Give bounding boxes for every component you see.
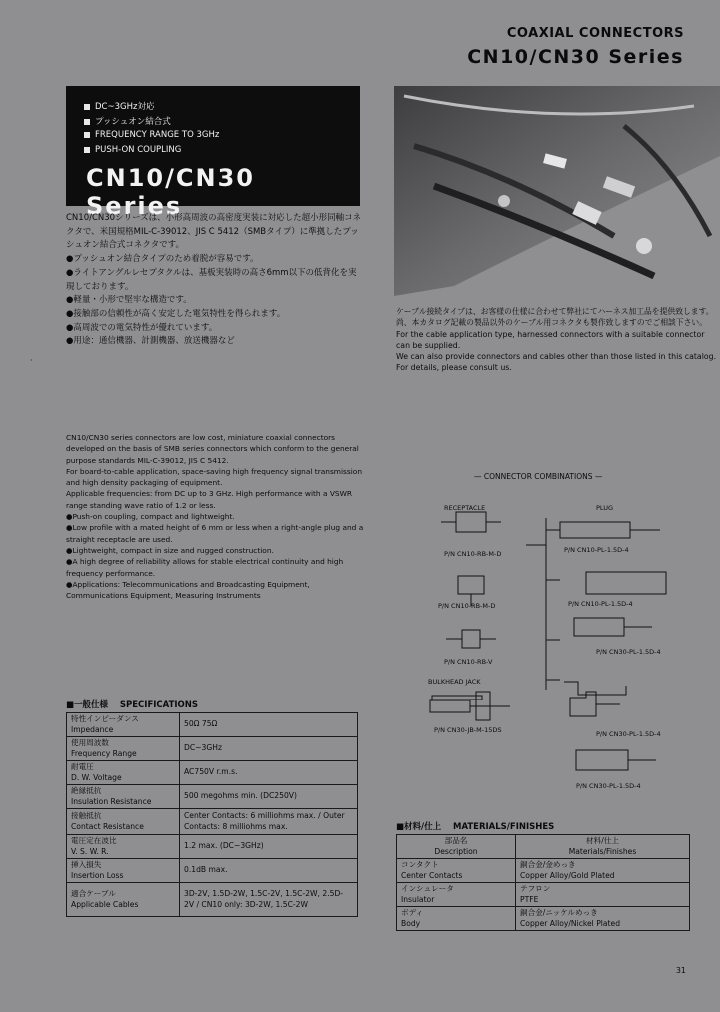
- note-jp: ケーブル接続タイプは、お客様の仕様に合わせて弊社にてハーネス加工品を提供致します。: [396, 307, 714, 316]
- en-bullet: ●A high degree of reliability allows for stable electrical continuity and high frequency performance.: [66, 557, 344, 578]
- plug-part-number: P/N CN10-PL-1.5D-4: [564, 546, 629, 554]
- spec-row: [67, 835, 358, 859]
- bulkhead-heading: BULKHEAD JACK: [428, 678, 481, 686]
- note-en: For the cable application type, harnessed connectors with a suitable connector can be supplied.: [396, 329, 705, 350]
- plug-3-drawing: [574, 618, 624, 636]
- spec-value: 3D-2V, 1.5D-2W, 1.5C-2V, 1.5C-2W, 2.5D-2V / CN10 only: 3D-2W, 1.5C-2W: [180, 883, 358, 917]
- connector-photo: [394, 86, 720, 296]
- spec-label-jp: 電圧定在波比: [71, 836, 117, 845]
- spec-label-jp: 挿入損失: [71, 860, 102, 869]
- part-name-en: Body: [401, 918, 421, 928]
- jp-bullet: ●ライトアングルレセプタクルは、基板実装時の高さ6mm以下の低背化を実現しております。: [66, 267, 357, 292]
- specifications-table: [66, 712, 358, 917]
- bulkhead-part-number: P/N CN30-JB-M-15DS: [434, 726, 502, 734]
- jp-bullet: ●用途：通信機器、計測機器、放送機器など: [66, 336, 235, 347]
- material-en: PTFE: [520, 894, 539, 904]
- combinations-title: — CONNECTOR COMBINATIONS —: [474, 472, 603, 481]
- banner-bullet: FREQUENCY RANGE TO 3GHz: [84, 130, 219, 140]
- jp-bullet: ●接触部の信頼性が高く安定した電気特性を得られます。: [66, 308, 286, 319]
- material-jp: テフロン: [520, 884, 551, 893]
- lower-drawing: [420, 690, 720, 800]
- spec-label-en: V. S. W. R.: [71, 846, 109, 856]
- part-name-en: Insulator: [401, 894, 435, 904]
- spec-label-en: Contact Resistance: [71, 821, 144, 831]
- jp-description: [66, 212, 362, 349]
- spec-row: [67, 737, 358, 761]
- spec-label-jp: 適合ケーブル: [71, 889, 116, 898]
- spec-label-en: Insulation Resistance: [71, 796, 152, 806]
- jp-bullet: ●軽量・小形で堅牢な構造です。: [66, 295, 192, 306]
- receptacle-part-number: P/N CN10-RB-M-D: [444, 550, 502, 558]
- spec-label-jp: 接触抵抗: [71, 811, 102, 820]
- spec-row: [67, 785, 358, 809]
- receptacle-part-number: P/N CN10-RB-M-D: [438, 602, 496, 610]
- spec-label-en: Frequency Range: [71, 748, 137, 758]
- spec-label-en: Impedance: [71, 724, 114, 734]
- en-bullet: ●Applications: Telecommunications and Broadcasting Equipment, Communications Equipment, Measuring Instruments: [66, 579, 310, 601]
- en-paragraph: For board-to-cable application, space-saving high frequency signal transmission and high density packaging of equipment.: [66, 466, 363, 488]
- spec-value: 1.2 max. (DC~3GHz): [180, 835, 358, 859]
- spec-value: 50Ω 75Ω: [180, 713, 358, 737]
- banner-bullet: プッシュオン結合式: [84, 115, 171, 127]
- note-en: We can also provide connectors and cables other than those listed in this catalog. For details, please consult us.: [396, 352, 717, 373]
- spec-value: 500 megohms min. (DC250V): [180, 785, 358, 809]
- receptacle-2-drawing: [458, 576, 484, 594]
- spec-label-jp: 耐電圧: [71, 762, 94, 771]
- part-name-jp: インシュレータ: [401, 884, 454, 893]
- materials-title: ■材料/仕上 MATERIALS/FINISHES: [396, 822, 555, 832]
- spec-label-en: Insertion Loss: [71, 870, 124, 880]
- spec-row: [67, 713, 358, 737]
- en-bullet: ●Push-on coupling, compact and lightweight.: [66, 512, 235, 522]
- spec-label-en: Applicable Cables: [71, 899, 139, 909]
- harness-notes: [396, 306, 720, 374]
- straight-plug-drawing: [576, 750, 628, 770]
- combinations-diagram: [396, 490, 720, 700]
- spec-label-jp: 使用周波数: [71, 738, 109, 747]
- banner-bullet: PUSH-ON COUPLING: [84, 145, 181, 155]
- spec-value: AC750V r.m.s.: [180, 761, 358, 785]
- spec-row: [67, 883, 358, 917]
- part-name-en: Center Contacts: [401, 870, 463, 880]
- spec-value: DC~3GHz: [180, 737, 358, 761]
- margin-mark: ·: [30, 356, 33, 365]
- jp-paragraph: CN10/CN30シリーズは、小形高周波の高密度実装に対応した超小形同軸コネクタで、米国規格MIL-C-39012、JIS C 5412（SMBタイプ）に準拠したプッシュオン結合式コネクタです。: [66, 213, 362, 251]
- en-paragraph: CN10/CN30 series connectors are low cost, miniature coaxial connectors developed on the basis of SMB series connectors which conform to the general purpose standards MIL-C-39012, JIS C 5412.: [66, 433, 359, 465]
- materials-header-row: [397, 835, 690, 859]
- spec-row: [67, 809, 358, 835]
- combinations-lower: [420, 690, 720, 800]
- materials-row: [397, 907, 690, 931]
- mat-header-en: Materials/Finishes: [568, 846, 637, 856]
- mat-header-jp: 材料/仕上: [586, 836, 619, 845]
- plug-part-number: P/N CN30-PL-1.5D-4: [576, 782, 641, 790]
- jp-bullet: ●プッシュオン結合タイプのため着脱が容易です。: [66, 254, 259, 265]
- plug-heading: PLUG: [596, 504, 614, 512]
- spec-row: [67, 859, 358, 883]
- spec-row: [67, 761, 358, 785]
- plug-part-number: P/N CN30-PL-1.5D-4: [596, 648, 661, 656]
- plug-part-number: P/N CN30-PL-1.5D-4: [596, 730, 661, 738]
- right-angle-plug-drawing: [570, 692, 596, 716]
- specifications-title: ■一般仕様 SPECIFICATIONS: [66, 700, 198, 710]
- spec-value: Center Contacts: 6 milliohms max. / Outer Contacts: 8 milliohms max.: [180, 809, 358, 835]
- catalog-category: COAXIAL CONNECTORS: [506, 26, 684, 41]
- receptacle-1-drawing: [456, 512, 486, 532]
- en-bullet: ●Lightweight, compact in size and rugged construction.: [66, 545, 274, 555]
- plug-1-drawing: [560, 522, 630, 538]
- receptacle-3-drawing: [462, 630, 480, 648]
- bulkhead-body-drawing: [430, 700, 470, 712]
- materials-row: [397, 883, 690, 907]
- note-jp: 尚、本カタログ記載の製品以外のケーブル用コネクタも製作致しますのでご相談下さい。: [396, 318, 708, 328]
- en-paragraph: Applicable frequencies: from DC up to 3 GHz. High performance with a VSWR range standing wave ratio of 1.2 or less.: [66, 489, 353, 510]
- spec-value: 0.1dB max.: [180, 859, 358, 883]
- receptacle-heading: RECEPTACLE: [444, 504, 486, 512]
- banner-title: CN10/CN30 Series: [86, 164, 255, 220]
- en-description: [66, 432, 366, 601]
- plug-2-drawing: [586, 572, 666, 594]
- materials-table: [396, 834, 690, 931]
- part-name-jp: コンタクト: [401, 860, 439, 869]
- series-banner: [66, 86, 360, 220]
- page-number: 31: [675, 966, 686, 975]
- spec-label-jp: 絶縁抵抗: [71, 786, 102, 795]
- combinations-drawing: [396, 490, 720, 700]
- receptacle-part-number: P/N CN10-RB-V: [444, 658, 493, 666]
- materials-row: [397, 859, 690, 883]
- plug-part-number: P/N CN10-PL-1.5D-4: [568, 600, 633, 608]
- material-jp: 銅合金/金めっき: [520, 860, 576, 869]
- desc-header-en: Description: [434, 846, 478, 856]
- banner-bullet: DC~3GHz対応: [84, 100, 154, 112]
- spec-label-en: D. W. Voltage: [71, 772, 122, 782]
- part-name-jp: ボディ: [401, 908, 424, 917]
- series-title: CN10/CN30 Series: [467, 46, 684, 68]
- jp-bullet: ●高周波での電気特性が優れています。: [66, 322, 218, 333]
- desc-header-jp: 部品名: [444, 836, 468, 845]
- spec-label-jp: 特性インピーダンス: [71, 714, 139, 723]
- material-en: Copper Alloy/Gold Plated: [520, 870, 615, 880]
- material-en: Copper Alloy/Nickel Plated: [520, 918, 621, 928]
- material-jp: 銅合金/ニッケルめっき: [520, 908, 598, 917]
- en-bullet: ●Low profile with a mated height of 6 mm or less when a right-angle plug and a straight receptacle are used.: [66, 523, 364, 544]
